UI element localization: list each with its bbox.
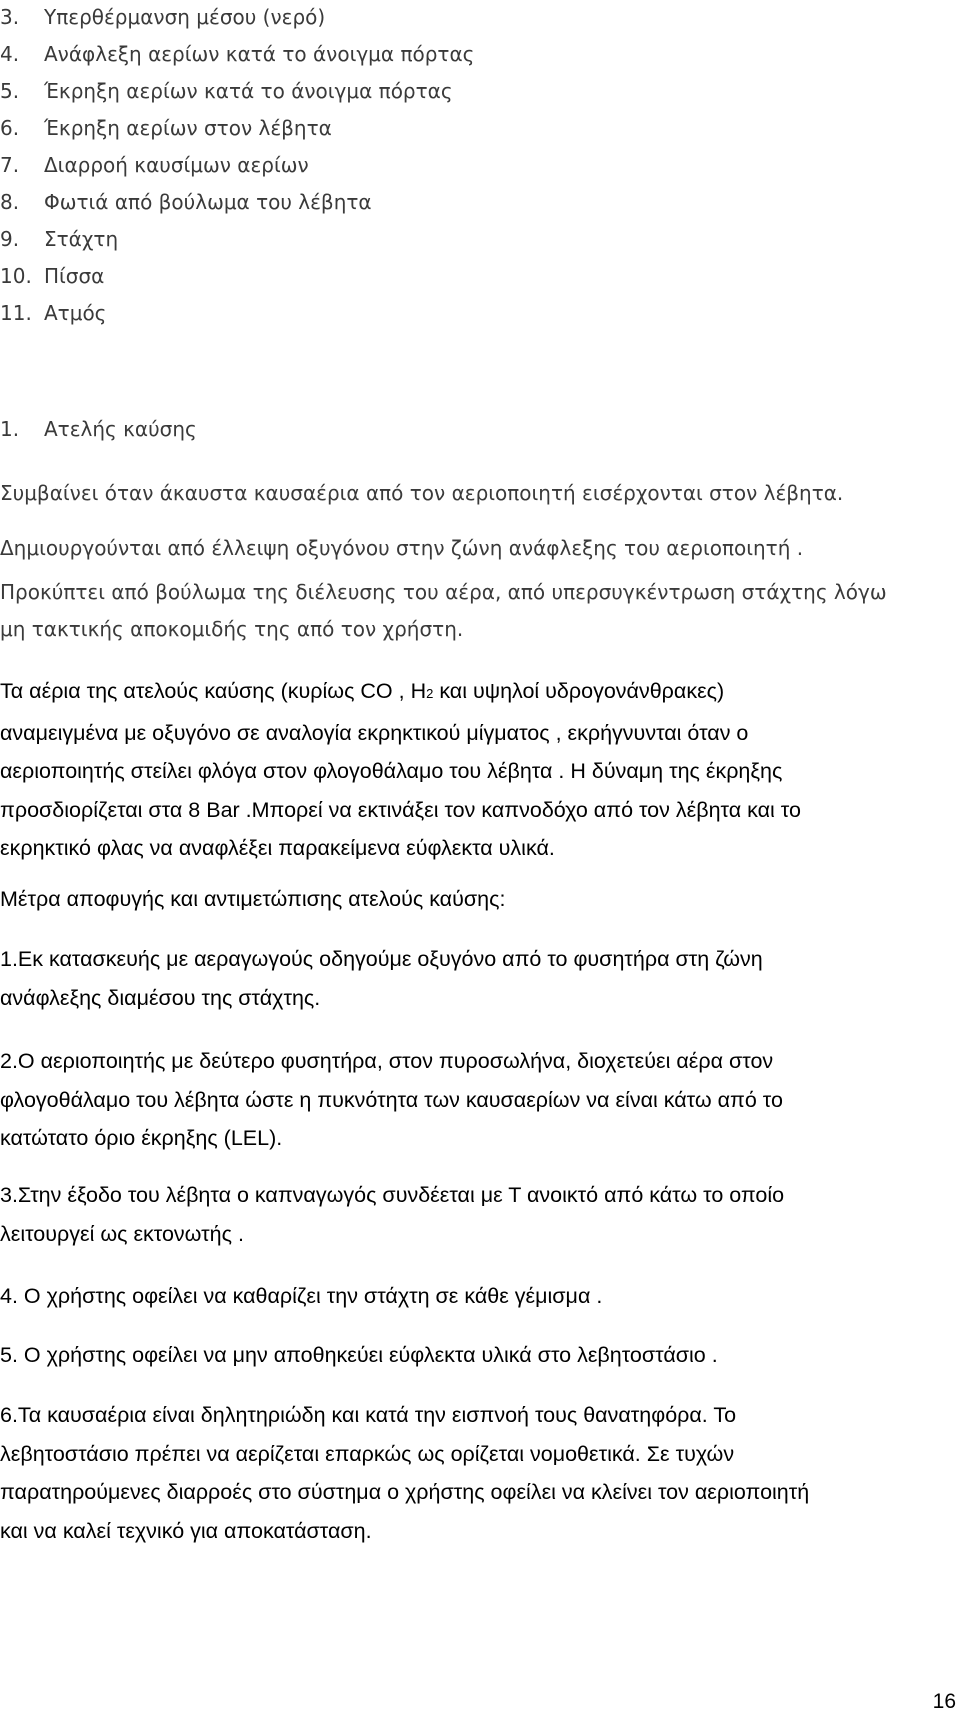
list-item-number: 7. bbox=[0, 153, 20, 177]
list-item-number: 6. bbox=[0, 116, 20, 140]
paragraph-line: εκρηκτικό φλας να αναφλέξει παρακείμενα εύφλεκτα υλικά. bbox=[0, 836, 555, 860]
list-item bbox=[0, 76, 474, 113]
paragraph-line: αναμειγμένα με οξυγόνο σε αναλογία εκρηκτικού μίγματος , εκρήγνυνται όταν ο bbox=[0, 720, 749, 745]
paragraph-occurrence: Συμβαίνει όταν άκαυστα καυσαέρια από τον αεριοποιητή εισέρχονται στον λέβητα. bbox=[0, 481, 844, 505]
measure-4: 4. Ο χρήστης οφείλει να καθαρίζει την στάχτη σε κάθε γέμισμα . bbox=[0, 1284, 603, 1308]
page-number: 16 bbox=[932, 1690, 956, 1713]
paragraph-line: 6.Τα καυσαέρια είναι δηλητηριώδη και κατά την εισπνοή τους θανατηφόρα. Το bbox=[0, 1403, 737, 1427]
list-item bbox=[0, 187, 474, 224]
paragraph-line: κατώτατο όριο έκρηξης (LEL). bbox=[0, 1126, 283, 1150]
paragraph-cause: Δημιουργούνται από έλλειψη οξυγόνου στην ζώνη ανάφλεξης του αεριοποιητή . bbox=[0, 536, 804, 560]
list-item-number: 10. bbox=[0, 264, 32, 288]
list-item bbox=[0, 298, 474, 335]
list-item-number: 9. bbox=[0, 227, 20, 251]
hazard-list bbox=[0, 2, 474, 335]
measures-title: Μέτρα αποφυγής και αντιμετώπισης ατελούς καύσης: bbox=[0, 887, 506, 911]
section-heading bbox=[0, 417, 197, 441]
text-run: και υψηλοί υδρογονάνθρακες) bbox=[433, 679, 725, 703]
list-item bbox=[0, 2, 474, 39]
paragraph-blockage-line: μη τακτικής αποκομιδής της από τον χρήστη. bbox=[0, 617, 464, 641]
list-item-number: 4. bbox=[0, 42, 20, 66]
paragraph-line: ανάφλεξης διαμέσου της στάχτης. bbox=[0, 985, 321, 1010]
paragraph-line: 3.Στην έξοδο του λέβητα ο καπναγωγός συνδέεται με Τ ανοικτό από κάτω το οποίο bbox=[0, 1183, 785, 1207]
list-item-text: Έκρηξη αερίων κατά το άνοιγμα πόρτας bbox=[44, 79, 453, 103]
paragraph-line: φλογοθάλαμο του λέβητα ώστε η πυκνότητα των καυσαερίων να είναι κάτω από το bbox=[0, 1087, 783, 1112]
measure-6 bbox=[0, 1396, 809, 1550]
list-item-text: Υπερθέρμανση μέσου (νερό) bbox=[44, 5, 326, 29]
list-item bbox=[0, 261, 474, 298]
paragraph-explosion bbox=[0, 672, 801, 868]
paragraph-line: 2.Ο αεριοποιητής με δεύτερο φυσητήρα, στον πυροσωλήνα, διοχετεύει αέρα στον bbox=[0, 1049, 774, 1073]
list-item-text: Διαρροή καυσίμων αερίων bbox=[44, 153, 309, 177]
measure-2 bbox=[0, 1042, 783, 1158]
paragraph-blockage bbox=[0, 574, 887, 648]
measure-3 bbox=[0, 1176, 784, 1253]
list-item-text: Στάχτη bbox=[44, 227, 119, 251]
measure-1 bbox=[0, 940, 763, 1017]
subscript: 2 bbox=[426, 686, 434, 701]
paragraph-line: λεβητοστάσιο πρέπει να αερίζεται επαρκώς ως ορίζεται νομοθετικά. Σε τυχών bbox=[0, 1441, 735, 1466]
list-item-number: 11. bbox=[0, 301, 32, 325]
list-item bbox=[0, 224, 474, 261]
text-run: Τα αέρια της ατελούς καύσης (κυρίως CO , H bbox=[0, 679, 427, 703]
list-item-text: Φωτιά από βούλωμα του λέβητα bbox=[44, 190, 372, 214]
list-item-text: Πίσσα bbox=[44, 264, 105, 288]
paragraph-line: λειτουργεί ως εκτονωτής . bbox=[0, 1221, 244, 1246]
list-item-text: Έκρηξη αερίων στον λέβητα bbox=[44, 116, 332, 140]
list-item-number: 3. bbox=[0, 5, 20, 29]
list-item-number: 5. bbox=[0, 79, 20, 103]
list-item-text: Ανάφλεξη αερίων κατά το άνοιγμα πόρτας bbox=[44, 42, 475, 66]
paragraph-line: 1.Εκ κατασκευής με αεραγωγούς οδηγούμε οξυγόνο από το φυσητήρα στη ζώνη bbox=[0, 947, 763, 971]
list-item-number: 8. bbox=[0, 190, 20, 214]
list-item bbox=[0, 113, 474, 150]
paragraph-line: αεριοποιητής στείλει φλόγα στον φλογοθάλαμο του λέβητα . Η δύναμη της έκρηξης bbox=[0, 759, 783, 783]
section-title: Ατελής καύσης bbox=[44, 417, 197, 441]
paragraph-line: και να καλεί τεχνικό για αποκατάσταση. bbox=[0, 1518, 372, 1543]
list-item-text: Ατμός bbox=[44, 301, 107, 325]
paragraph-line bbox=[0, 672, 801, 714]
section-number: 1. bbox=[0, 417, 20, 441]
measure-5: 5. Ο χρήστης οφείλει να μην αποθηκεύει εύφλεκτα υλικά στο λεβητοστάσιο . bbox=[0, 1343, 718, 1367]
list-item bbox=[0, 39, 474, 76]
paragraph-line: παρατηρούμενες διαρροές στο σύστημα ο χρήστης οφείλει να κλείνει τον αεριοποιητή bbox=[0, 1480, 810, 1504]
paragraph-line: προσδιορίζεται στα 8 Bar .Μπορεί να εκτινάξει τον καπνοδόχο από τον λέβητα και το bbox=[0, 797, 801, 822]
paragraph-blockage-line: Προκύπτει από βούλωμα της διέλευσης του αέρα, από υπερσυγκέντρωση στάχτης λόγω bbox=[0, 580, 887, 604]
list-item bbox=[0, 150, 474, 187]
